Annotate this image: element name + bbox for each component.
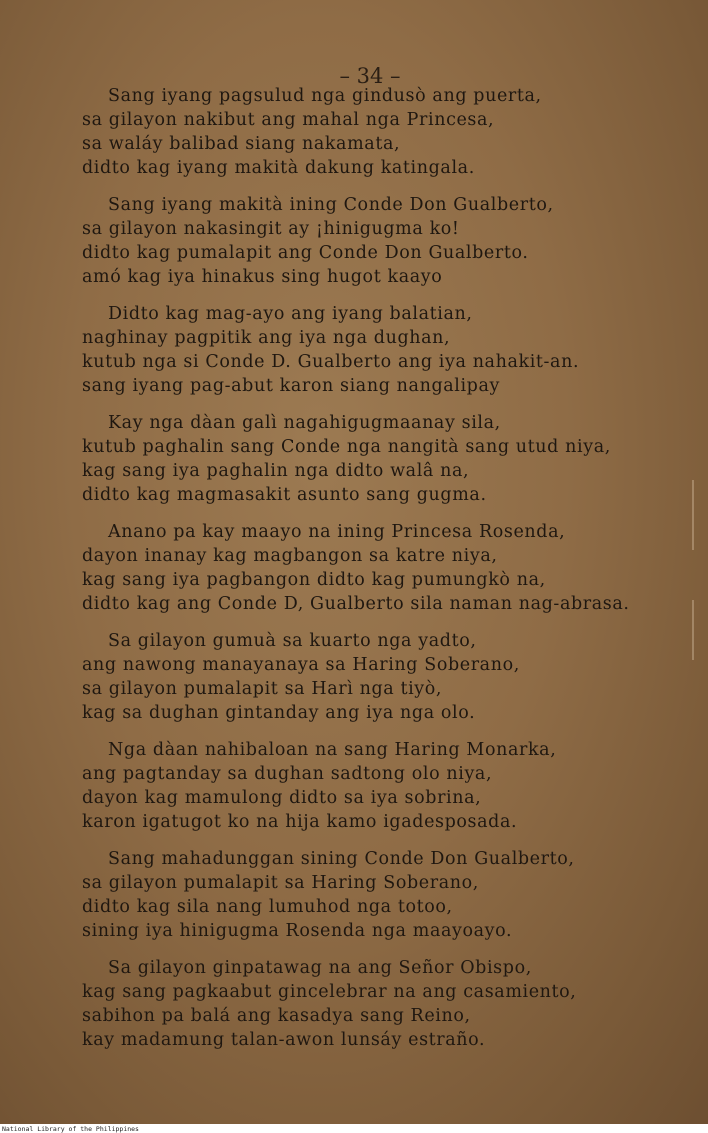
verse-line: karon igatugot ko na hija kamo igadesposada. bbox=[82, 812, 518, 832]
verse-line: Sa gilayon gumuà sa kuarto nga yadto, bbox=[108, 631, 477, 651]
library-credit: National Library of the Philippines bbox=[2, 1125, 139, 1133]
verse-line: Didto kag mag-ayo ang iyang balatian, bbox=[108, 304, 473, 324]
verse-line: kutub nga si Conde D. Gualberto ang iya nahakit-an. bbox=[82, 352, 580, 372]
poem-text bbox=[82, 84, 682, 1065]
verse-line: sa gilayon nakasingit ay ¡hinigugma ko! bbox=[82, 219, 460, 239]
stanza bbox=[82, 629, 682, 725]
verse-line: Sang iyang pagsulud nga gindusò ang puerta, bbox=[108, 86, 542, 106]
verse-line: sang iyang pag-abut karon siang nangalipay bbox=[82, 376, 501, 396]
stanza bbox=[82, 84, 682, 180]
verse-line: ang pagtanday sa dughan sadtong olo niya, bbox=[82, 764, 493, 784]
stanza bbox=[82, 956, 682, 1052]
page-edge-mark bbox=[692, 480, 694, 550]
verse-line: dayon kag mamulong didto sa iya sobrina, bbox=[82, 788, 482, 808]
verse-line: didto kag magmasakit asunto sang gugma. bbox=[82, 485, 487, 505]
verse-line: Sang iyang makità ining Conde Don Gualberto, bbox=[108, 195, 554, 215]
page-number: – 34 – bbox=[339, 64, 401, 88]
verse-line: kay madamung talan-awon lunsáy estraño. bbox=[82, 1030, 486, 1050]
verse-line: kag sang iya paghalin nga didto walâ na, bbox=[82, 461, 470, 481]
stanza bbox=[82, 847, 682, 943]
verse-line: dayon inanay kag magbangon sa katre niya, bbox=[82, 546, 498, 566]
verse-line: sa gilayon nakibut ang mahal nga Princesa, bbox=[82, 110, 495, 130]
verse-line: didto kag ang Conde D, Gualberto sila naman nag-abrasa. bbox=[82, 594, 630, 614]
verse-line: kag sang pagkaabut gincelebrar na ang casamiento, bbox=[82, 982, 577, 1002]
stanza bbox=[82, 520, 682, 616]
stanza bbox=[82, 738, 682, 834]
verse-line: kag sa dughan gintanday ang iya nga olo. bbox=[82, 703, 476, 723]
verse-line: Sang mahadunggan sining Conde Don Gualberto, bbox=[108, 849, 575, 869]
verse-line: amó kag iya hinakus sing hugot kaayo bbox=[82, 267, 443, 287]
verse-line: Anano pa kay maayo na ining Princesa Rosenda, bbox=[108, 522, 566, 542]
verse-line: sa waláy balibad siang nakamata, bbox=[82, 134, 401, 154]
verse-line: didto kag sila nang lumuhod nga totoo, bbox=[82, 897, 453, 917]
stanza bbox=[82, 193, 682, 289]
verse-line: naghinay pagpitik ang iya nga dughan, bbox=[82, 328, 451, 348]
verse-line: sining iya hinigugma Rosenda nga maayoayo. bbox=[82, 921, 513, 941]
verse-line: ang nawong manayanaya sa Haring Soberano, bbox=[82, 655, 520, 675]
verse-line: Kay nga dàan galì nagahigugmaanay sila, bbox=[108, 413, 501, 433]
page-edge-mark bbox=[692, 600, 694, 660]
verse-line: sa gilayon pumalapit sa Harì nga tiyò, bbox=[82, 679, 443, 699]
verse-line: sabihon pa balá ang kasadya sang Reino, bbox=[82, 1006, 471, 1026]
stanza bbox=[82, 302, 682, 398]
verse-line: didto kag pumalapit ang Conde Don Gualberto. bbox=[82, 243, 529, 263]
verse-line: kutub paghalin sang Conde nga nangità sang utud niya, bbox=[82, 437, 611, 457]
verse-line: Nga dàan nahibaloan na sang Haring Monarka, bbox=[108, 740, 557, 760]
verse-line: didto kag iyang makità dakung katingala. bbox=[82, 158, 475, 178]
verse-line: sa gilayon pumalapit sa Haring Soberano, bbox=[82, 873, 479, 893]
verse-line: kag sang iya pagbangon didto kag pumungkò na, bbox=[82, 570, 546, 590]
stanza bbox=[82, 411, 682, 507]
verse-line: Sa gilayon ginpatawag na ang Señor Obispo, bbox=[108, 958, 532, 978]
